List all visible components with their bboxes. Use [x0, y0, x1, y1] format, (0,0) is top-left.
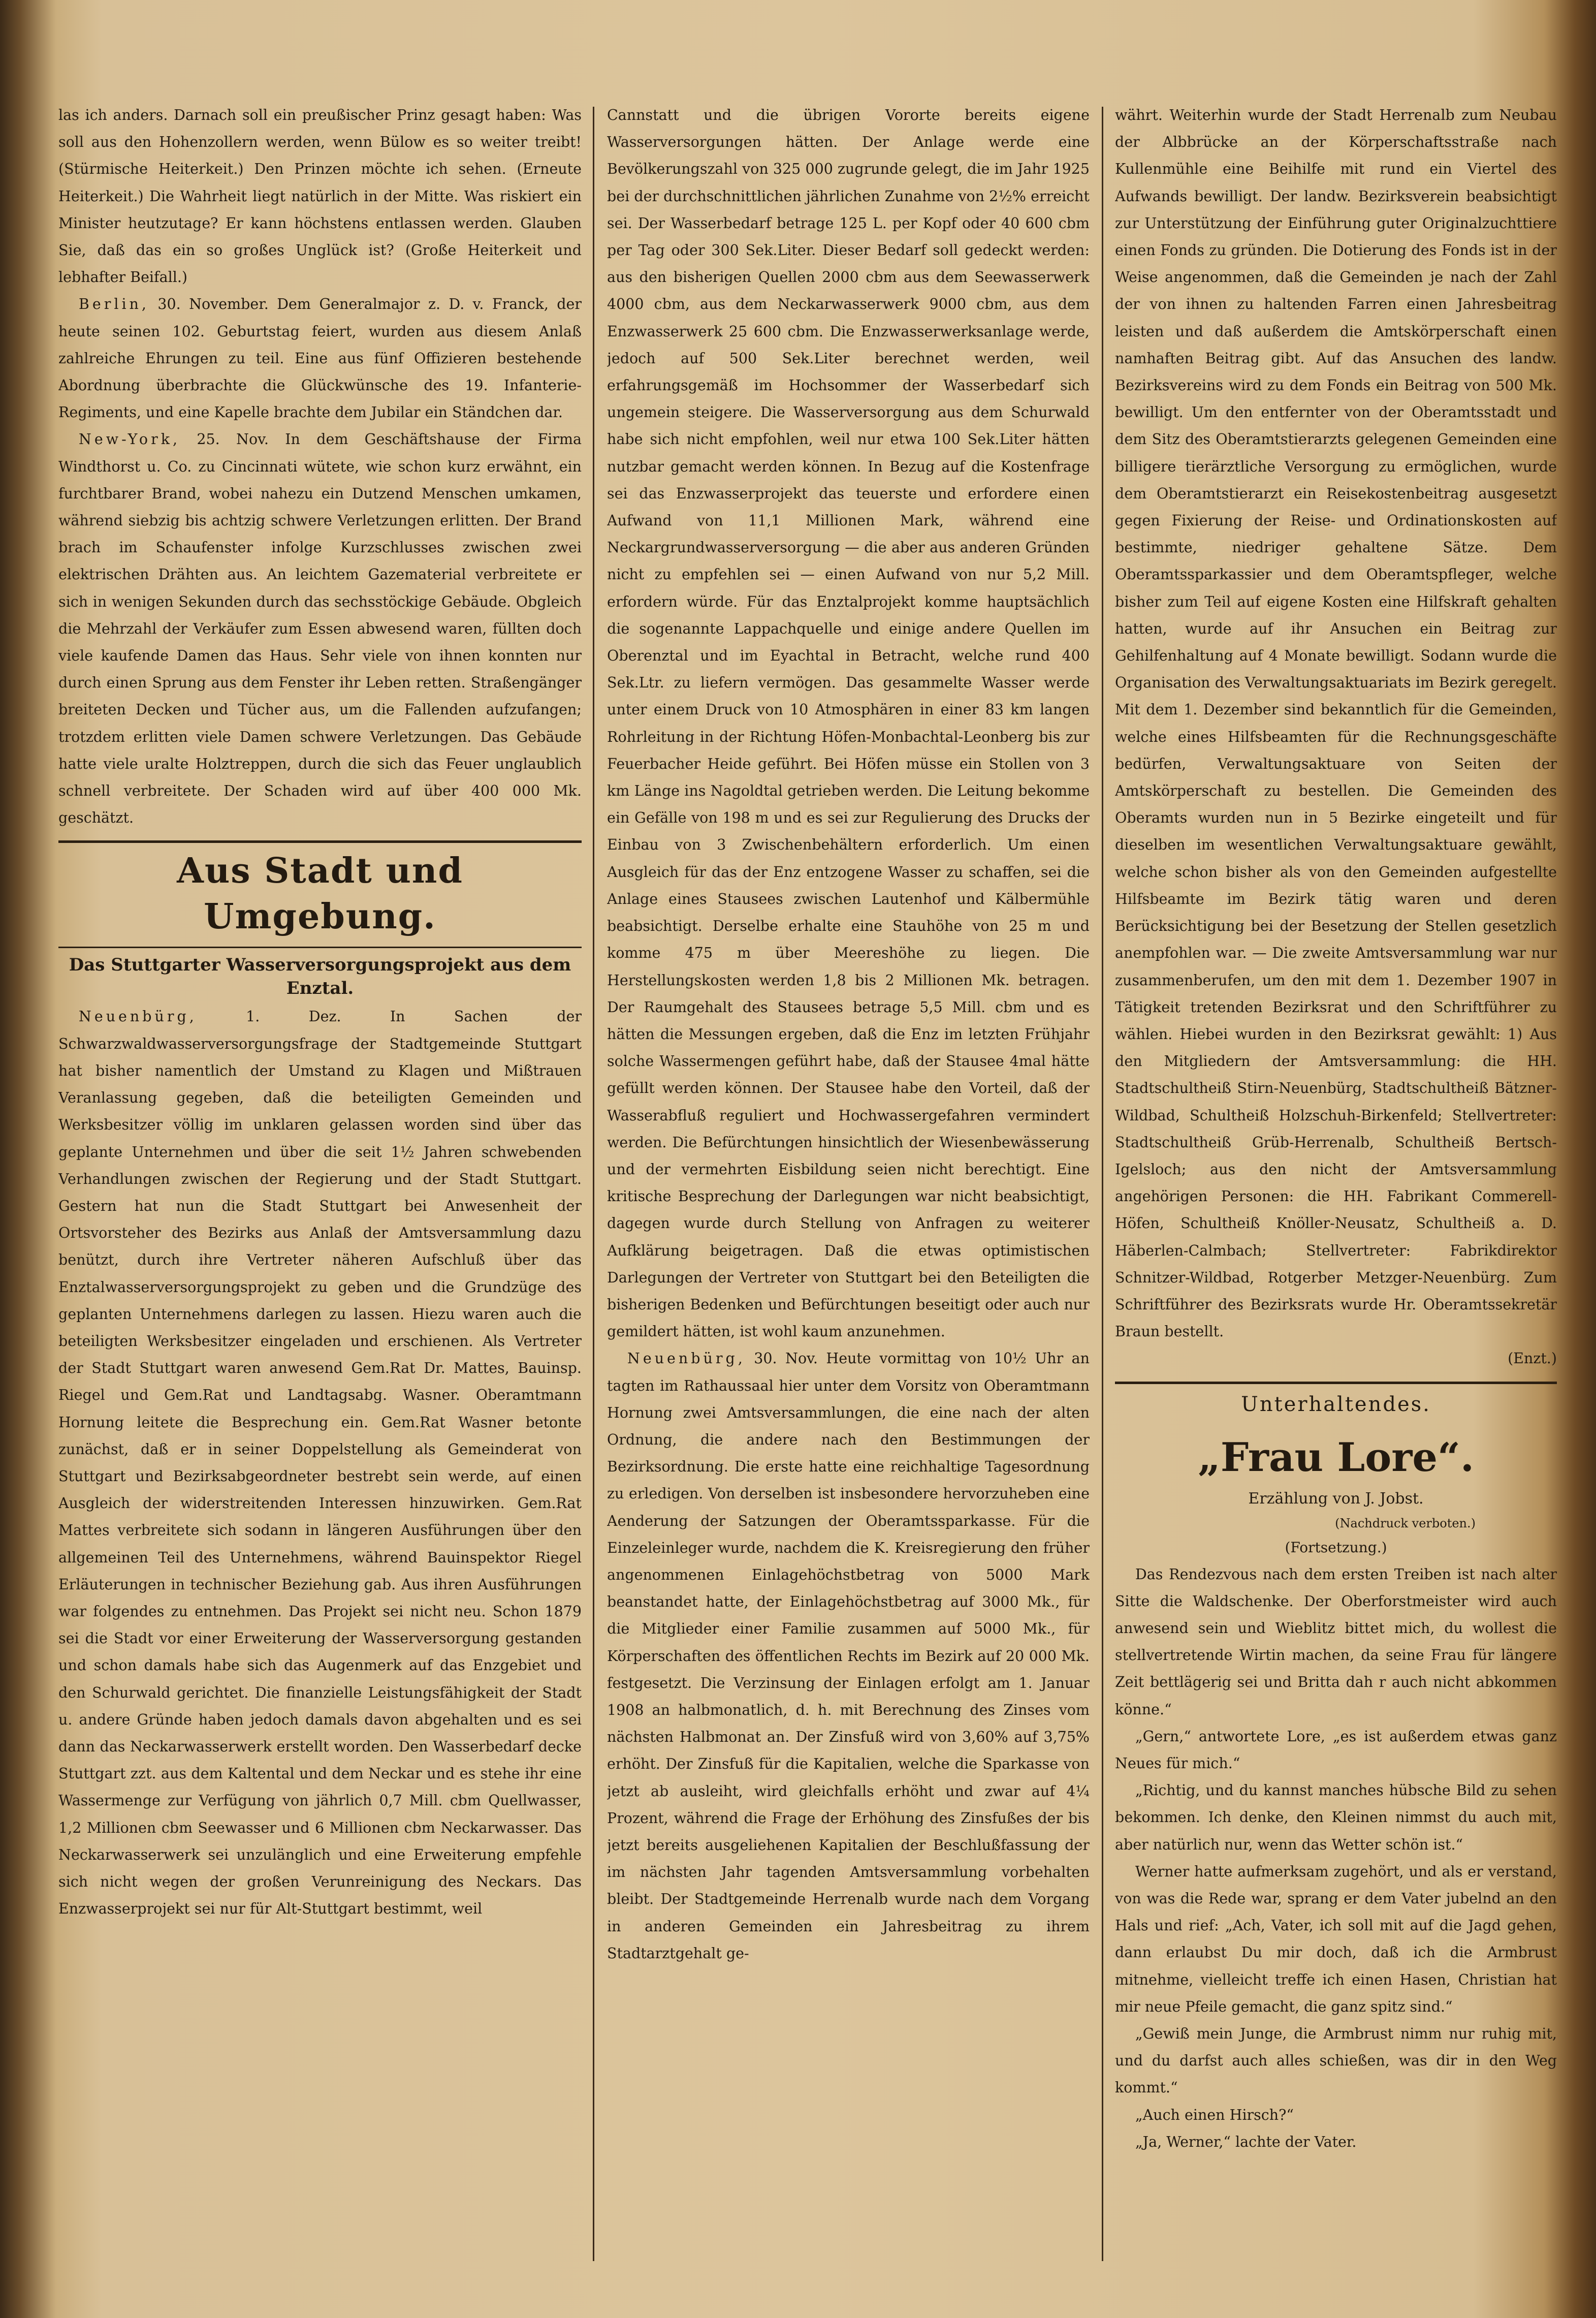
paragraph: „Ja, Werner,“ lachte der Vater.: [1135, 2133, 1357, 2150]
section-heading: Aus Stadt und Umgebung.: [177, 851, 463, 937]
column-rule: [1102, 107, 1103, 2261]
continuation-note: (Fortsetzung.): [1285, 1539, 1387, 1556]
dateline: Neuenbürg,: [78, 1008, 197, 1025]
paragraph-text: 30. Nov. Heute vormittag von 10½ Uhr an tagten im Rathaussaal hier unter dem Vorsitz von Oberamtmann Hornung zwei Amtsversammlungen, die eine nach der alten Ordnung, die andere nach den Bestimmungen der Bezirksordnung. Die erste hatte eine reichhaltige Tagesordnung zu erledigen. Von derselben ist insbesondere hervorzuheben eine Aenderung der Satzungen der Oberamtssparkasse. Für die Einzeleinleger wurde, nachdem die K. Kreisregierung den früher angenommenen Einlagehöchstbetrag von 5000 Mark beanstandet hatte, der Einlagehöchstbetrag auf 3000 Mk., für die Mitglieder einer Familie zusammen auf 5000 Mk., für Körperschaften des öffentlichen Rechts im Bezirk auf 20 000 Mk. festgesetzt. Die Verzinsung der Einlagen erfolgt am 1. Januar 1908 an halbmonatlich, d. h. mit Berechnung des Zinses vom nächsten Halbmonat an. Der Zinsfuß wird von 3,60% auf 3,75% erhöht. Der Zinsfuß für die Kapitalien, welche die Sparkasse von jetzt ab ausleiht, wird gleichfalls erhöht und zwar auf 4¼ Prozent, während die Frage der Erhöhung des Zinsfußes der bis jetzt bereits ausgeliehenen Kapitalien der Beschlußfassung der im nächsten Jahr tagenden Amtsversammlung vorbehalten bleibt. Der Stadtgemeinde Herrenalb wurde nach dem Vorgang in anderen Gemeinden ein Jahresbeitrag zu ihrem Stadtarztgehalt ge-: [607, 1350, 1090, 1962]
page-content: [58, 76, 1557, 2297]
paragraph-text: 30. November. Dem Generalmajor z. D. v. Franck, der heute seinen 102. Geburtstag feiert, wurden aus diesem Anlaß zahlreiche Ehrungen zu teil. Eine aus fünf Offizieren bestehende Abordnung überbrachte die Glückwünsche des 19. Infanterie-Regiments, und eine Kapelle brachte dem Jubilar ein Ständchen dar.: [58, 296, 582, 421]
source-note: (Enzt.): [1508, 1350, 1557, 1367]
paragraph-text: 1. Dez. In Sachen der Schwarzwaldwasserversorgungsfrage der Stadtgemeinde Stuttgart hat bisher namentlich der Umstand zu Klagen und Mißtrauen Veranlassung gegeben, daß die beteiligten Gemeinden und Werksbesitzer völlig im unklaren gelassen worden sind über das geplante Unternehmen und über die seit 1½ Jahren schwebenden Verhandlungen zwischen der Regierung und der Stadt Stuttgart. Gestern hat nun die Stadt Stuttgart bei Anwesenheit der Ortsvorsteher des Bezirks aus Anlaß der Amtsversammlung dazu benützt, durch ihre Vertreter näheren Aufschluß über das Enztalwasserversorgungsprojekt zu geben und die Grundzüge des geplanten Unternehmens darlegen zu lassen. Hiezu waren auch die beteiligten Werksbesitzer eingeladen und erschienen. Als Vertreter der Stadt Stuttgart waren anwesend Gem.Rat Dr. Mattes, Bauinsp. Riegel und Gem.Rat und Landtagsabg. Wasner. Oberamtmann Hornung leitete die Besprechung ein. Gem.Rat Wasner betonte zunächst, daß er in seiner Doppelstellung als Gemeinderat von Stuttgart und Bezirksabgeordneter bestrebt sein werde, auf einen Ausgleich der widerstreitenden Interessen hinzuwirken. Gem.Rat Mattes verbreitete sich sodann in längeren Ausführungen über den allgemeinen Teil des Unternehmens, während Bauinspektor Riegel Erläuterungen in technischer Beziehung gab. Aus ihren Ausführungen war folgendes zu entnehmen. Das Projekt sei nicht neu. Schon 1879 sei die Stadt vor einer Erweiterung der Wasserversorgung gestanden und schon damals habe sich das Augenmerk auf das Enzgebiet und den Schurwald gerichtet. Die finanzielle Leistungsfähigkeit der Stadt u. andere Gründe haben jedoch damals davon abgehalten und es sei dann das Neckarwasserwerk erstellt worden. Den Wasserbedarf decke Stuttgart zzt. aus dem Kaltental und dem Neckar und es stehe ihr eine Wassermenge zur Verfügung von jährlich 0,7 Mill. cbm Quellwasser, 1,2 Millionen cbm Seewasser und 6 Millionen cbm Neckarwasser. Das Neckarwasserwerk sei unzulänglich und eine Erweiterung empfehle sich nicht wegen der großen Verunreinigung des Neckars. Das Enzwasserprojekt sei nur für Alt-Stuttgart bestimmt, weil: [58, 1008, 582, 1918]
section-heading: Unterhaltendes.: [1241, 1392, 1431, 1416]
paragraph: währt. Weiterhin wurde der Stadt Herrenalb zum Neubau der Albbrücke an der Körperschaftsstraße nach Kullenmühle eine Beihilfe mit rund ein Viertel des Aufwands bewilligt. Der landw. Bezirksverein beabsichtigt zur Unterstützung der Einführung guter Originalzuchttiere einen Fonds zu gründen. Die Dotierung des Fonds ist in der Weise angenommen, daß die Gemeinden je nach der Zahl der von ihnen zu haltenden Farren einen Jahresbeitrag leisten und daß außerdem die Amtskörperschaft einen namhaften Beitrag gibt. Auf das Ansuchen des landw. Bezirksvereins wird zu dem Fonds ein Beitrag von 500 Mk. bewilligt. Um den entfernter von der Oberamtsstadt und dem Sitz des Oberamtstierarzts gelegenen Gemeinden eine billigere tierärztliche Versorgung zu ermöglichen, wurde dem Oberamtstierarzt ein Reisekostenbeitrag ausgesetzt gegen Fixierung der Reise- und Ordinationskosten auf bestimmte, niedriger gehaltene Sätze. Dem Oberamtssparkassier und dem Oberamtspfleger, welche bisher zum Teil auf eigene Kosten eine Hilfskraft gehalten hatten, wurde auf ihr Ansuchen ein Beitrag zur Gehilfenhaltung auf 4 Monate bewilligt. Sodann wurde die Organisation des Verwaltungsaktuariats im Bezirk geregelt. Mit dem 1. Dezember sind bekanntlich für die Gemeinden, welche eines Hilfsbeamten für die Rechnungsgeschäfte bedürfen, Verwaltungsaktuare von Seiten der Amtskörperschaft zu bestellen. Die Gemeinden des Oberamts wurden nun in 5 Bezirke eingeteilt und für dieselben im wesentlichen Verwaltungsaktuare gewählt, welche schon bisher als von den Gemeinden aufgestellte Hilfsbeamte im Bezirk tätig waren und deren Berücksichtigung bei der Besetzung der Stellen gesetzlich anempfohlen war. — Die zweite Amtsversammlung war nur zusammenberufen, um den mit dem 1. Dezember 1907 in Tätigkeit tretenden Bezirksrat und den Schriftführer zu wählen. Hiebei wurden in den Bezirksrat gewählt: 1) Aus den Mitgliedern der Amtsversammlung: die HH. Stadtschultheiß Stirn-Neuenbürg, Stadtschultheiß Bätzner-Wildbad, Schultheiß Holzschuh-Birkenfeld; Stellvertreter: Stadtschultheiß Grüb-Herrenalb, Schultheiß Bertsch-Igelsloch; aus den nicht der Amtsversammlung angehörigen Personen: die HH. Fabrikant Commerell-Höfen, Schultheiß Knöller-Neusatz, Schultheiß a. D. Häberlen-Calmbach; Stellvertreter: Fabrikdirektor Schnitzer-Wildbad, Rotgerber Metzger-Neuenbürg. Zum Schriftführer des Bezirksrats wurde Hr. Oberamtssekretär Braun bestellt.: [1115, 107, 1557, 1340]
dateline: New-York,: [78, 431, 181, 448]
copyright-note: (Nachdruck verboten.): [1335, 1516, 1476, 1530]
paragraph: „Gern,“ antwortete Lore, „es ist außerdem etwas ganz Neues für mich.“: [1115, 1728, 1557, 1772]
column-1: [58, 102, 582, 2261]
column-3: [1115, 102, 1557, 2261]
paragraph: „Richtig, und du kannst manches hübsche Bild zu sehen bekommen. Ich denke, den Kleinen nimmst du auch mit, aber natürlich nur, wenn das Wetter schön ist.“: [1115, 1782, 1557, 1853]
paragraph: [58, 1003, 582, 1922]
paragraph-text: 25. Nov. In dem Geschäftshause der Firma Windthorst u. Co. zu Cincinnati wütete, wie schon kurz erwähnt, ein furchtbarer Brand, wobei nahezu ein Dutzend Menschen umkamen, während siebzig bis achtzig schwere Verletzungen erlitten. Der Brand brach im Schaufenster infolge Kurzschlusses zwischen zwei elektrischen Drähten aus. An leichtem Gazematerial verbreitete er sich in wenigen Sekunden durch das sechsstöckige Gebäude. Obgleich die Mehrzahl der Verkäufer zum Essen abwesend waren, füllten doch viele kaufende Damen das Haus. Sehr viele von ihnen konnten nur durch einen Sprung aus dem Fenster ihr Leben retten. Straßengänger breiteten Decken und Tücher aus, um die Fallenden aufzufangen; trotzdem erlitten viele Damen schwere Verletzungen. Das Gebäude hatte viele uralte Holztreppen, durch die sich das Feuer unglaublich schnell verbreitete. Der Schaden wird auf über 400 000 Mk. geschätzt.: [58, 431, 582, 827]
divider: [58, 947, 582, 948]
column-2: [607, 102, 1090, 2261]
story-byline: Erzählung von J. Jobst.: [1248, 1489, 1424, 1508]
paragraph: Das Rendezvous nach dem ersten Treiben ist nach alter Sitte die Waldschenke. Der Oberforstmeister wird auch anwesend sein und Wieblitz bittet mich, du wollest die stellvertretende Wirtin machen, da seine Frau für längere Zeit bettlägerig sei und Britta dah r auch nicht abkommen könne.“: [1115, 1565, 1557, 1718]
paragraph: Werner hatte aufmerksam zugehört, und als er verstand, von was die Rede war, sprang er dem Vater jubelnd an den Hals und rief: „Ach, Vater, ich soll mit auf die Jagd gehen, dann erlaubst Du mir doch, daß ich die Armbrust mitnehme, vielleicht treffe ich einen Hasen, Christian hat mir neue Pfeile gemacht, die ganz spitz sind.“: [1115, 1863, 1557, 2015]
article-heading: Das Stuttgarter Wasserversorgungsprojekt aus dem Enztal.: [69, 955, 571, 999]
paragraph: las ich anders. Darnach soll ein preußischer Prinz gesagt haben: Was soll aus den Hohenzollern werden, wenn Bülow es so weiter treibt! (Stürmische Heiterkeit.) Den Prinzen möchte ich sehen. (Erneute Heiterkeit.) Die Wahrheit liegt natürlich in der Mitte. Was riskiert ein Minister heutzutage? Er kann höchstens entlassen werden. Glauben Sie, daß das ein so großes Unglück ist? (Große Heiterkeit und lebhafter Beifall.): [58, 107, 582, 286]
dateline: Berlin,: [78, 296, 149, 313]
column-rule: [593, 107, 594, 2261]
paragraph: Cannstatt und die übrigen Vororte bereits eigene Wasserversorgungen hätten. Der Anlage werde eine Bevölkerungszahl von 325 000 zugrunde gelegt, die im Jahr 1925 bei der durchschnittlichen jährlichen Zunahme von 2½% erreicht sei. Der Wasserbedarf betrage 125 L. per Kopf oder 40 600 cbm per Tag oder 300 Sek.Liter. Dieser Bedarf soll gedeckt werden: aus den bisherigen Quellen 2000 cbm aus dem Seewasserwerk 4000 cbm, aus dem Neckarwasserwerk 9000 cbm, aus dem Enzwasserwerk 25 600 cbm. Die Enzwasserwerksanlage werde, jedoch auf 500 Sek.Liter berechnet werden, weil erfahrungsgemäß im Hochsommer der Wasserbedarf sich ungemein steigere. Die Wasserversorgung aus dem Schurwald habe sich nicht empfohlen, weil nur etwa 100 Sek.Liter hätten nutzbar gemacht werden können. In Bezug auf die Kostenfrage sei das Enzwasserprojekt das teuerste und erfordere einen Aufwand von 11,1 Millionen Mark, während eine Neckargrundwasserversorgung — die aber aus anderen Gründen nicht zu empfehlen sei — einen Aufwand von nur 5,2 Mill. erfordern würde. Für das Enztalprojekt komme hauptsächlich die sogenannte Lappachquelle und einige andere Quellen im Oberenztal und im Eyachtal in Betracht, welche rund 400 Sek.Ltr. zu liefern vermögen. Das gesammelte Wasser werde unter einem Druck von 10 Atmosphären in einer 83 km langen Rohrleitung in der Richtung Höfen-Monbachtal-Leonberg bis zur Feuerbacher Heide geführt. Bei Höfen müsse ein Stollen von 3 km Länge ins Nagoldtal getrieben werden. Die Leitung bekomme ein Gefälle von 198 m und es sei zur Regulierung des Drucks der Einbau von 3 Zwischenbehältern erforderlich. Um einen Ausgleich für das der Enz entzogene Wasser zu schaffen, sei die Anlage eines Stausees zwischen Lautenhof und Kälbermühle beabsichtigt. Derselbe erhalte eine Stauhöhe von 25 m und komme 475 m über Meereshöhe zu liegen. Die Herstellungskosten werden 1,8 bis 2 Millionen Mk. betragen. Der Raumgehalt des Stausees betrage 5,5 Mill. cbm und es hätten die Messungen ergeben, daß die Enz im letzten Frühjahr solche Wassermengen geführt habe, daß der Stausee 4mal hätte gefüllt werden können. Der Stausee habe den Vorteil, daß der Wasserabfluß reguliert und Hochwassergefahren vermindert werden. Die Befürchtungen hinsichtlich der Wiesenbewässerung und der vermehrten Eisbildung seien nicht berechtigt. Eine kritische Besprechung der Darlegungen war nicht beabsichtigt, dagegen wurde durch Stellung von Anfragen zu weiterer Aufklärung beigetragen. Daß die etwas optimistischen Darlegungen der Vertreter von Stuttgart bei den Beteiligten die bisherigen Bedenken und Befürchtungen beseitigt oder auch nur gemildert hätten, ist wohl kaum anzunehmen.: [607, 107, 1090, 1340]
divider: [58, 840, 582, 843]
paragraph: [607, 1345, 1090, 1967]
paragraph: „Gewiß mein Junge, die Armbrust nimm nur ruhig mit, und du darfst auch alles schießen, was dir in den Weg kommt.“: [1115, 2025, 1557, 2096]
dateline: Neuenbürg,: [627, 1350, 746, 1367]
paragraph: [58, 426, 582, 831]
paragraph: [58, 291, 582, 426]
paragraph: „Auch einen Hirsch?“: [1135, 2106, 1294, 2123]
story-title: „Frau Lore“.: [1198, 1434, 1474, 1481]
divider: [1115, 1382, 1557, 1384]
